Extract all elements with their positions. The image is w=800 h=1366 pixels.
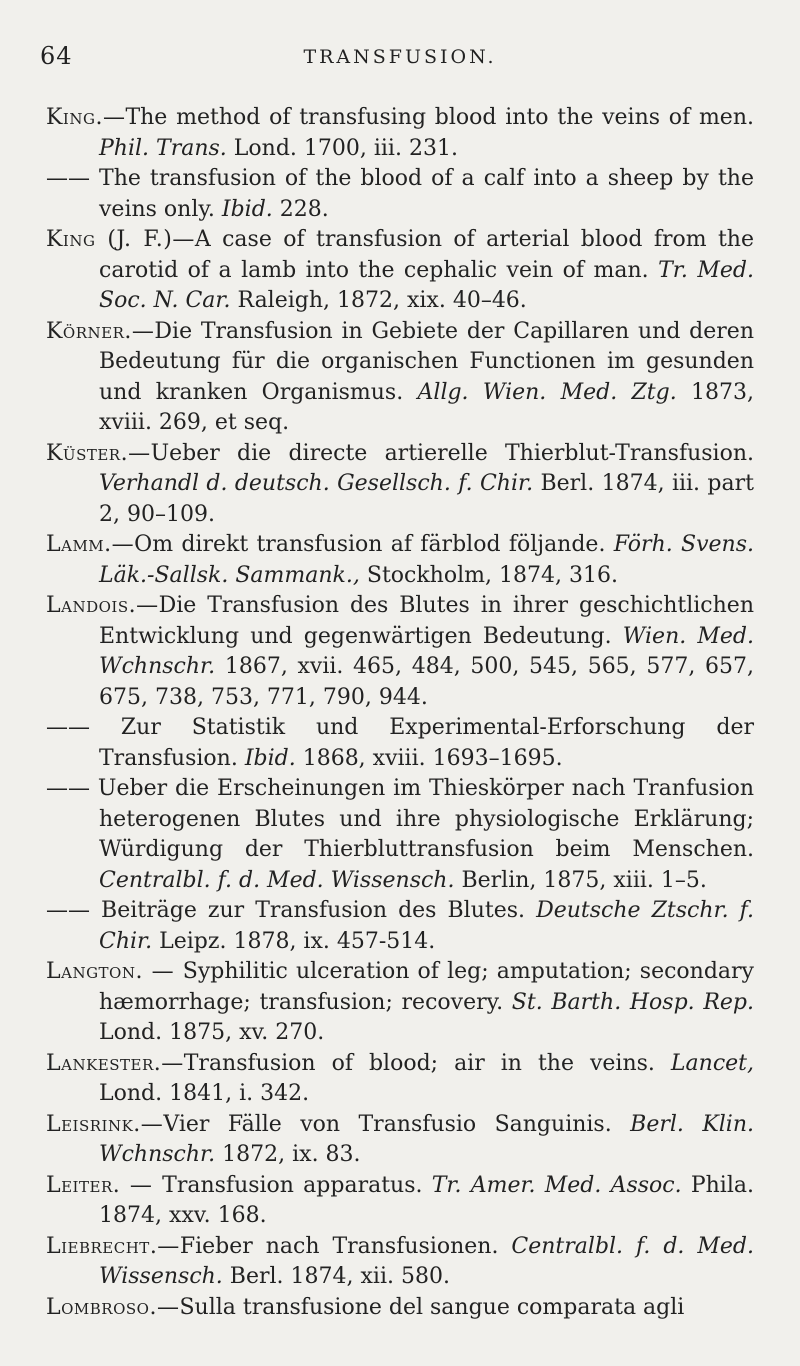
entry-citation: 1868, xviii. 1693–1695.: [295, 745, 563, 771]
entry-title: Om direkt transfusion af färblod följande.: [134, 532, 614, 557]
bibliography-entry: [46, 225, 754, 317]
entry-title: Die Transfusion in Gebiete der Capillaren und deren Bedeutung für die organischen Functionen im gesunden und kranken Organismus.: [99, 318, 754, 405]
entry-journal: Allg. Wien. Med. Ztg.: [417, 379, 677, 405]
entry-journal: Lancet,: [670, 1050, 754, 1076]
page-header: [40, 42, 760, 78]
entry-citation: Phila. 1874, xxv. 168.: [99, 1172, 754, 1228]
entry-author: King (J. F.)—: [46, 227, 195, 252]
entry-journal: Berl. Klin. Wchnschr.: [99, 1111, 754, 1167]
entry-title: Ueber die directe artierelle Thierblut-Transfusion.: [150, 440, 754, 466]
entry-journal: Ibid.: [244, 745, 296, 771]
bibliography-entry: [46, 774, 754, 896]
entry-title: Zur Statistik und Experimental-Erforschung der Transfusion.: [99, 715, 754, 771]
entry-citation: Berl. 1874, iii. part 2, 90–109.: [99, 471, 754, 527]
entry-title: The method of transfusing blood into the veins of men.: [125, 105, 754, 130]
bibliography-entry: [46, 713, 754, 774]
bibliography-entry: [46, 164, 754, 225]
entry-journal: Phil. Trans.: [99, 135, 227, 161]
entry-citation: Raleigh, 1872, xix. 40–46.: [230, 288, 527, 313]
entry-title: Beiträge zur Transfusion des Blutes.: [101, 898, 537, 923]
entry-title: Ueber die Erscheinungen im Thieskörper nach Tranfusion heterogenen Blutes und ihre physiologische Erklärung; Würdigung der Thierbluttransfusion beim Menschen.: [97, 776, 754, 862]
entry-journal: Förh. Svens. Läk.-Sallsk. Sammank.,: [99, 532, 755, 588]
entry-title: Sulla transfusione del sangue comparata agli: [179, 1294, 685, 1320]
entry-citation: Leipz. 1878, ix. 457-514.: [152, 928, 436, 954]
entry-title: Vier Fälle von Transfusio Sanguinis.: [163, 1111, 631, 1137]
entry-citation: 228.: [272, 196, 329, 222]
entry-citation: Stockholm, 1874, 316.: [359, 562, 618, 588]
bibliography-entry: [46, 1232, 754, 1293]
entry-citation: 1873, xviii. 269, et seq.: [99, 379, 754, 435]
entry-author: King.—: [46, 105, 126, 130]
entry-author: Landois.—: [46, 593, 159, 618]
entry-title: Die Transfusion des Blutes in ihrer geschichtlichen Entwicklung und gegenwärtigen Bedeutung.: [99, 593, 754, 649]
entry-title: Transfusion apparatus.: [162, 1172, 432, 1198]
bibliography-entry: [46, 1171, 754, 1232]
entry-journal: Tr. Amer. Med. Assoc.: [431, 1172, 682, 1198]
entry-author: ——: [46, 776, 98, 801]
bibliography-list: [46, 103, 754, 1323]
entry-author: Küster.—: [46, 440, 151, 466]
entry-author: ——: [46, 715, 121, 740]
entry-author: ——: [46, 166, 100, 191]
entry-citation: 1867, xvii. 465, 484, 500, 545, 565, 577, 657, 675, 738, 753, 771, 790, 944.: [99, 654, 754, 710]
entry-title: Fieber nach Transfusionen.: [179, 1233, 512, 1259]
entry-journal: Centralbl. f. d. Med. Wissensch.: [99, 867, 455, 893]
bibliography-entry: [46, 1049, 754, 1110]
bibliography-entry: [46, 896, 754, 957]
entry-author: Körner.—: [46, 318, 155, 344]
running-title: TRANSFUSION.: [303, 46, 497, 68]
bibliography-entry: [46, 957, 754, 1049]
entry-author: Liebrecht.—: [46, 1233, 180, 1259]
entry-journal: Ibid.: [221, 196, 273, 222]
entry-author: Lamm.—: [46, 532, 135, 557]
entry-author: Leiter. —: [46, 1172, 163, 1198]
entry-title: A case of transfusion of arterial blood from the carotid of a lamb into the cephalic vein of man.: [99, 227, 754, 283]
entry-title: The transfusion of the blood of a calf into a sheep by the veins only.: [99, 166, 754, 222]
bibliography-entry: [46, 591, 754, 713]
entry-citation: Lond. 1700, iii. 231.: [226, 135, 458, 161]
entry-journal: Deutsche Ztschr. f. Chir.: [99, 898, 754, 954]
entry-title: Transfusion of blood; air in the veins.: [183, 1050, 671, 1076]
entry-author: Langton. —: [46, 959, 183, 984]
entry-journal: St. Barth. Hosp. Rep.: [511, 989, 754, 1015]
bibliography-entry: [46, 439, 754, 531]
entry-author: Lankester.—: [46, 1050, 184, 1076]
entry-journal: Wien. Med. Wchnschr.: [99, 623, 754, 679]
entry-author: Leisrink.—: [46, 1111, 164, 1137]
entry-journal: Centralbl. f. d. Med. Wissensch.: [99, 1233, 754, 1289]
entry-citation: Lond. 1875, xv. 270.: [99, 1020, 325, 1045]
bibliography-entry: [46, 103, 754, 164]
bibliography-entry: [46, 1293, 754, 1324]
entry-citation: 1872, ix. 83.: [215, 1142, 361, 1167]
entry-title: Syphilitic ulceration of leg; amputation; secondary hæmorrhage; transfusion; recovery.: [99, 959, 754, 1015]
bibliography-entry: [46, 1110, 754, 1171]
entry-journal: Verhandl d. deutsch. Gesellsch. f. Chir.: [99, 471, 534, 496]
entry-journal: Tr. Med. Soc. N. Car.: [99, 257, 754, 313]
page-number: 64: [40, 42, 73, 70]
bibliography-entry: [46, 530, 754, 591]
bibliography-entry: [46, 317, 754, 439]
entry-citation: Lond. 1841, i. 342.: [99, 1081, 310, 1106]
entry-author: Lombroso.—: [46, 1294, 180, 1320]
entry-citation: Berl. 1874, xii. 580.: [222, 1264, 450, 1289]
entry-author: ——: [46, 898, 102, 923]
entry-citation: Berlin, 1875, xiii. 1–5.: [454, 867, 707, 893]
